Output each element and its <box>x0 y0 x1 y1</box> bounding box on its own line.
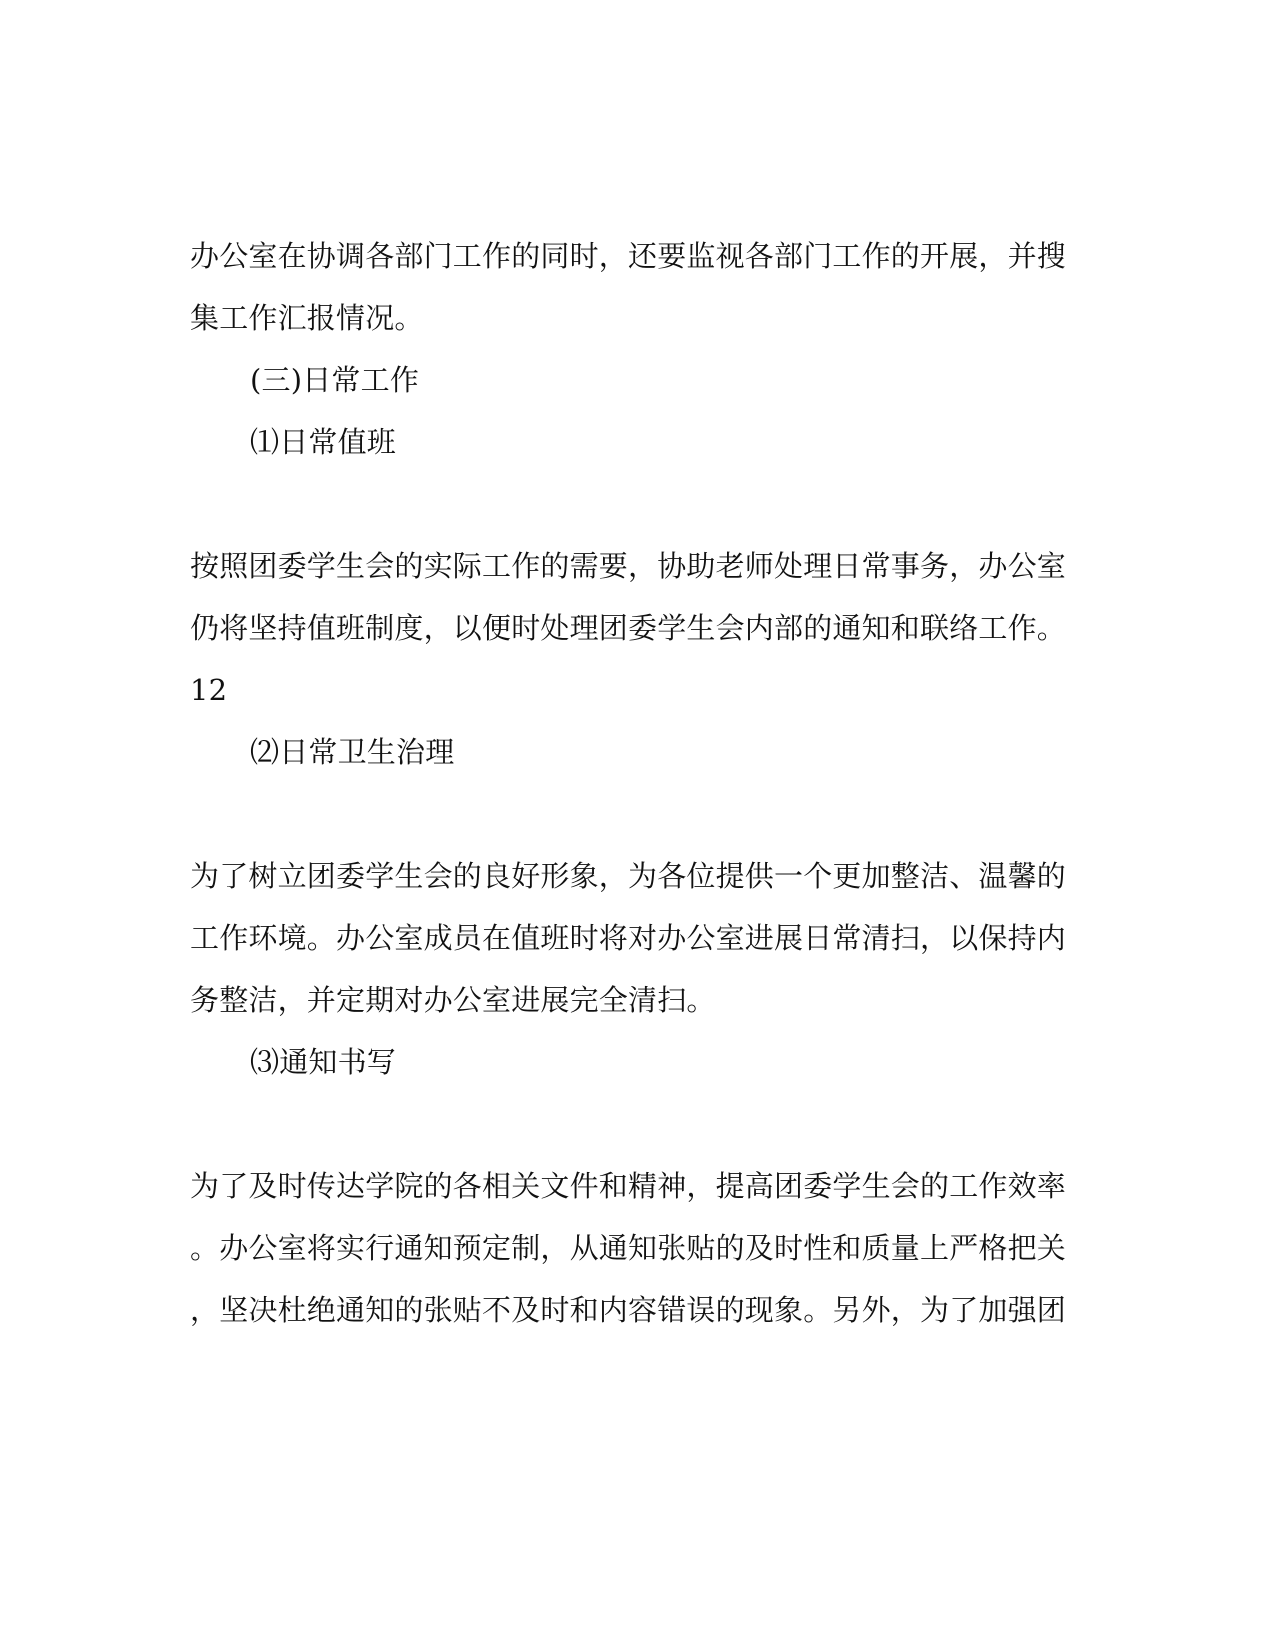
subsection-heading: ⑴日常值班 <box>250 425 397 459</box>
paragraph-line: 按照团委学生会的实际工作的需要，协助老师处理日常事务，办公室 <box>190 549 1067 583</box>
subsection-heading: ⑶通知书写 <box>250 1045 397 1079</box>
paragraph-line: ，坚决杜绝通知的张贴不及时和内容错误的现象。另外，为了加强团 <box>190 1293 1067 1327</box>
paragraph-line: 为了及时传达学院的各相关文件和精神，提高团委学生会的工作效率 <box>190 1169 1067 1203</box>
paragraph-line: 办公室在协调各部门工作的同时，还要监视各部门工作的开展，并搜 <box>190 239 1067 273</box>
paragraph-line: 。办公室将实行通知预定制，从通知张贴的及时性和质量上严格把关 <box>190 1231 1067 1265</box>
paragraph-line: 集工作汇报情况。 <box>190 301 424 335</box>
paragraph-line: 仍将坚持值班制度，以便时处理团委学生会内部的通知和联络工作。 <box>190 611 1067 645</box>
paragraph-line: 为了树立团委学生会的良好形象，为各位提供一个更加整洁、温馨的 <box>190 859 1067 893</box>
section-heading: (三)日常工作 <box>250 363 420 397</box>
paragraph-line: 工作环境。办公室成员在值班时将对办公室进展日常清扫，以保持内 <box>190 921 1067 955</box>
subsection-heading: ⑵日常卫生治理 <box>250 735 455 769</box>
paragraph-line: 12 <box>190 673 228 707</box>
paragraph-line: 务整洁，并定期对办公室进展完全清扫。 <box>190 983 716 1017</box>
